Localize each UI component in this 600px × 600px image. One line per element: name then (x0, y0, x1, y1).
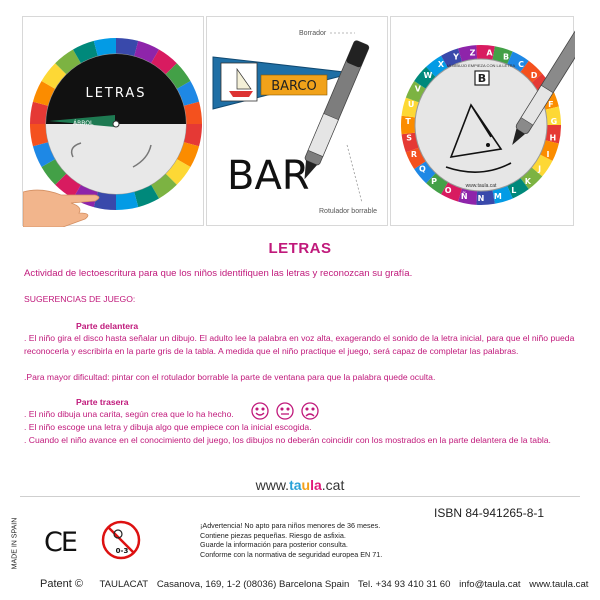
company-name: TAULACAT (99, 579, 149, 590)
chosen-letter: B (477, 72, 487, 85)
marker-label: Rotulador borrable (319, 208, 377, 215)
picture-wheel-illustration (23, 17, 205, 227)
faces-icon (250, 400, 320, 422)
alphabet-letter: D (530, 70, 538, 80)
warning-line: Contiene piezas pequeñas. Riesgo de asfixia. (200, 530, 346, 540)
back-subtitle: Parte trasera (76, 397, 129, 407)
alphabet-letter: Ñ (460, 192, 468, 201)
website-prefix: www. (255, 477, 290, 493)
company-email[interactable]: info@taula.cat (459, 579, 521, 590)
website-u: u (301, 477, 311, 493)
hand-illustration (23, 190, 99, 227)
alphabet-letter: X (437, 60, 444, 69)
alphabet-letter: N (477, 194, 485, 203)
word-card-illustration (207, 17, 389, 227)
card-handwritten-letters: BAR (227, 153, 310, 199)
alphabet-letter: W (423, 70, 433, 80)
patent: Patent © (40, 578, 83, 590)
website-link[interactable] (0, 477, 600, 493)
alphabet-letter: K (524, 176, 532, 186)
back-paragraph-2: . El niño escoge una letra y dibuja algo que empiece con la inicial escogida. (24, 422, 312, 432)
age-label: 0-3 (115, 547, 129, 555)
product-image-alphabet-wheel (390, 16, 574, 226)
alphabet-letter: U (407, 100, 415, 110)
alphabet-wheel-illustration (391, 17, 575, 227)
website-la: la (310, 477, 322, 493)
alphabet-letter: L (511, 186, 517, 196)
front-subtitle: Parte delantera (76, 321, 139, 331)
company-phone: Tel. +34 93 410 31 60 (357, 579, 451, 590)
intro-text: Actividad de lectoescritura para que los niños identifiquen las letras y reconozcan su grafía. (24, 268, 413, 279)
alphabet-letter: Z (469, 48, 476, 58)
website-suffix: .cat (321, 477, 345, 493)
age-warning-icon (101, 520, 141, 560)
alphabet-letter: I (546, 149, 550, 159)
alphabet-letter: O (444, 186, 452, 196)
safety-warnings (200, 521, 382, 559)
alphabet-letter: A (486, 48, 493, 58)
company-web[interactable]: www.taula.cat (529, 579, 589, 590)
front-paragraph-1: . El niño gira el disco hasta señalar un dibujo. El adulto lee la palabra en voz alta, exagerando el sonido de la letra inicial, para que el niño pueda reconocerla y escribirla en la parte gris de la tabla. A medida que el niño practique el juego, será capaz de completar las palabras. (24, 333, 575, 356)
company-address: Casanova, 169, 1-2 (08036) Barcelona Spain (156, 579, 350, 590)
product-image-word-card (206, 16, 388, 226)
alphabet-letter: J (538, 164, 542, 174)
footer-contact (40, 578, 594, 590)
divider (20, 496, 580, 497)
alphabet-letter: B (502, 52, 510, 62)
alphabet-letter: T (405, 116, 411, 126)
wheel-site: www.taula.cat (465, 183, 497, 189)
alphabet-letter: P (431, 176, 438, 186)
wheel-letras-label: LETRAS (85, 86, 147, 101)
front-paragraph-2: .Para mayor dificultad: pintar con el rotulador borrable la parte de ventana para que la palabra quede oculta. (24, 372, 436, 382)
product-image-wheel (22, 16, 204, 226)
isbn: ISBN 84-941265-8-1 (434, 506, 545, 520)
alphabet-letter: R (410, 149, 418, 159)
back-paragraph-1: . El niño dibuja una carita, según crea que lo ha hecho. (24, 409, 234, 419)
alphabet-letter: M (493, 192, 502, 201)
alphabet-letter: Q (418, 164, 426, 174)
back-paragraph-3: . Cuando el niño avance en el conocimiento del juego, los dibujos no deberán coincidir con los mostrados en la parte delantera de la tabla. (24, 435, 551, 445)
suggestions-heading: SUGERENCIAS DE JUEGO: (24, 294, 136, 304)
alphabet-letter: H (549, 133, 557, 143)
alphabet-letter: Y (453, 52, 459, 62)
alphabet-letter: G (550, 116, 558, 126)
alphabet-letter: V (414, 84, 421, 94)
alphabet-letter: C (518, 60, 525, 69)
warning-line: Guarde la información para posterior consulta. (200, 540, 348, 549)
warning-line: ¡Advertencia! No apto para niños menores de 36 meses. (200, 521, 381, 530)
made-in-label: MADE IN SPAIN (11, 517, 19, 570)
website-ta: ta (289, 477, 302, 493)
wheel-caption: MI DIBUJO EMPIEZA CON LA LETRA (446, 63, 516, 68)
page-title: LETRAS (268, 240, 332, 257)
alphabet-letter: F (548, 100, 554, 110)
eraser-label: Borrador (299, 30, 327, 37)
card-word: BARCO (271, 79, 317, 94)
ce-mark: CE (44, 527, 76, 558)
warning-line: Conforme con la normativa de seguridad europea EN 71. (200, 549, 383, 559)
wheel-word-label: ÁRBOL (73, 120, 94, 127)
alphabet-letter: S (406, 133, 412, 143)
